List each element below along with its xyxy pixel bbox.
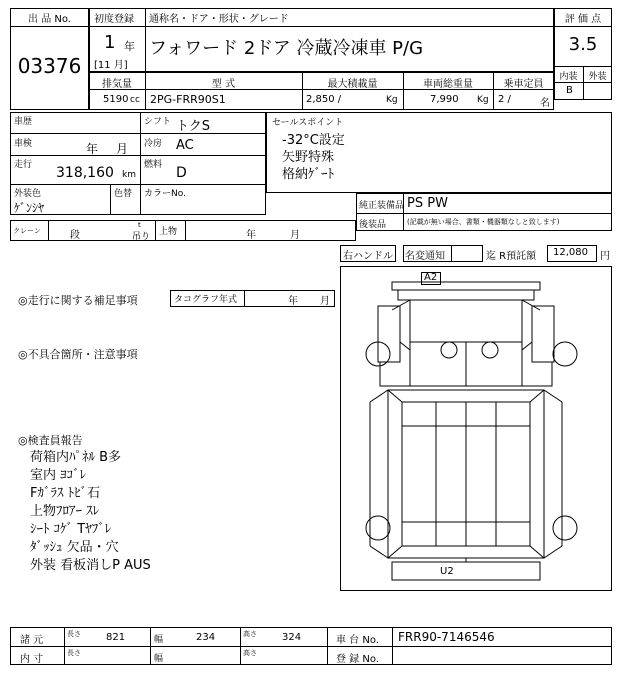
ac-value: AC xyxy=(176,138,194,153)
history-label: 車歴 xyxy=(14,117,33,127)
truck-diagram xyxy=(340,266,612,591)
height-value: 324 xyxy=(282,632,302,643)
driving-notes-label: ◎走行に関する補足事項 xyxy=(18,294,138,307)
width-value: 234 xyxy=(196,632,216,643)
front-grille-outline xyxy=(398,290,534,300)
damage-mark-a2-label: A2 xyxy=(424,272,438,283)
fuel-label: 燃料 xyxy=(144,160,163,170)
crane-ton: t xyxy=(138,221,141,229)
vehicle-title: フォワード 2ドア 冷蔵冷凍車 P/G xyxy=(149,38,424,59)
crane-row xyxy=(10,220,356,241)
inspection-month: 月 xyxy=(116,142,129,156)
length-label: 長さ xyxy=(67,630,81,638)
inspection-year: 年 xyxy=(86,142,99,156)
chassis-label: 車 台 No. xyxy=(336,635,379,646)
inner-dims-label: 内 寸 xyxy=(20,654,44,665)
specs-label: 諸 元 xyxy=(20,635,44,646)
height-label: 高さ xyxy=(243,630,257,638)
recycle-deposit-unit: 円 xyxy=(600,251,610,262)
displacement-value: 5190 xyxy=(103,94,129,105)
first-registration-label: 初度登録 xyxy=(94,14,134,25)
fuel-value: D xyxy=(176,165,187,181)
inspector-note: 室内 ﾖｺﾞﾚ xyxy=(30,468,87,483)
gross-weight-value: 7,990 xyxy=(430,94,459,105)
gross-weight-label: 車両総重量 xyxy=(423,79,473,90)
inspector-note: 上物ﾌﾛｱｰ ｽﾚ xyxy=(30,504,100,519)
front-bumper-outline xyxy=(392,282,540,290)
registration-number-label: 登 録 No. xyxy=(336,654,379,665)
recycle-deposit-value: 12,080 xyxy=(553,247,588,258)
registration-year: 1 xyxy=(104,32,116,53)
exterior-color-value: ｹﾞﾝｼﾔ xyxy=(14,201,45,215)
gross-weight-unit: Kg xyxy=(477,95,489,105)
upper-month: 月 xyxy=(290,230,300,241)
tachograph-label: タコグラフ年式 xyxy=(174,295,238,305)
seats-unit: 名 xyxy=(540,98,550,109)
color-number-label: カラーNo. xyxy=(144,189,186,199)
inspector-note: ｼｰﾄ ｺｹﾞ Tﾔﾌﾞﾚ xyxy=(30,522,112,537)
width-label-inner: 幅 xyxy=(154,654,164,664)
model-value: 2PG-FRR90S1 xyxy=(150,93,226,106)
ac-label: 冷房 xyxy=(144,139,163,149)
capacity-unit: Kg xyxy=(386,95,398,105)
details-left-block xyxy=(10,112,266,215)
right-handle-label: 右ハンドル xyxy=(343,251,393,262)
shift-label: シフト xyxy=(144,117,172,127)
registration-year-unit: 年 xyxy=(124,40,135,53)
crane-label: クレーン xyxy=(13,227,41,235)
interior-label: 内装 xyxy=(559,72,578,82)
crane-lift: 吊り xyxy=(132,232,151,242)
upper-year: 年 xyxy=(246,230,256,241)
equipment-value: PS PW xyxy=(407,196,448,211)
color-change-label: 色替 xyxy=(114,189,133,199)
score-label: 評 価 点 xyxy=(564,14,602,25)
sales-point-item: -32°C設定 xyxy=(282,133,345,148)
displacement-unit: cc xyxy=(130,95,140,105)
equipment-label: 純正装備品 xyxy=(359,201,405,211)
exterior-color-label: 外装色 xyxy=(14,189,42,199)
recycle-deposit-label: 迄 R預託額 xyxy=(486,251,537,262)
rear-right-wheel xyxy=(553,516,577,540)
defects-label: ◎不具合箇所・注意事項 xyxy=(18,348,138,361)
inspector-note: 荷箱内ﾊﾟﾈﾙ B多 xyxy=(30,450,122,465)
inspector-note: 外装 看板消しP AUS xyxy=(30,558,151,573)
interior-grade: B xyxy=(566,85,573,96)
registration-month: [11 月] xyxy=(94,60,128,71)
spec-label: 通称名・ドア・形状・グレード xyxy=(149,14,289,25)
inspector-note: Fｶﾞﾗｽ ﾄﾋﾞ石 xyxy=(30,486,101,501)
retrofit-label: 後装品 xyxy=(359,220,387,230)
model-label: 型 式 xyxy=(211,79,236,90)
front-right-wheel xyxy=(553,342,577,366)
retrofit-note: (記載が無い場合、書類・機器類なしと致します) xyxy=(407,218,560,226)
capacity-label: 最大積載量 xyxy=(327,79,378,90)
inspection-label: 車検 xyxy=(14,139,33,149)
score-value: 3.5 xyxy=(568,34,598,55)
height-label-inner: 高さ xyxy=(243,649,257,657)
inspector-note: ﾀﾞｯｼｭ 欠品・穴 xyxy=(30,540,119,555)
inspector-report-label: ◎検査員報告 xyxy=(18,434,83,447)
damage-mark-u2-label: U2 xyxy=(440,566,454,577)
mileage-value: 318,160 xyxy=(56,165,114,181)
rear-bumper-outline xyxy=(392,562,540,580)
seats-label: 乗車定員 xyxy=(503,79,544,90)
mileage-unit: km xyxy=(122,170,136,180)
windshield-outline xyxy=(410,300,522,342)
lot-number: 03376 xyxy=(17,54,82,78)
sales-points-label: セールスポイント xyxy=(272,118,344,128)
name-change-label: 名変通知 xyxy=(405,251,445,262)
tachograph-month: 月 xyxy=(320,296,330,307)
width-label: 幅 xyxy=(154,635,164,645)
seats-value: 2 / xyxy=(498,94,511,105)
chassis-value: FRR90-7146546 xyxy=(398,630,495,644)
shift-value: トクS xyxy=(176,119,210,134)
length-value: 821 xyxy=(106,632,126,643)
length-label-inner: 長さ xyxy=(67,649,81,657)
exterior-label: 外装 xyxy=(588,72,607,82)
sales-point-item: 格納ｹﾞｰﾄ xyxy=(282,167,335,182)
displacement-label: 排気量 xyxy=(102,79,132,90)
crane-stage: 段 xyxy=(70,230,80,241)
lot-label: 出 品 No. xyxy=(28,14,71,25)
capacity-value: 2,850 / xyxy=(306,94,342,105)
tachograph-year: 年 xyxy=(288,296,298,307)
upper-label: 上物 xyxy=(159,227,178,237)
mileage-label: 走行 xyxy=(14,160,33,170)
sales-point-item: 矢野特殊 xyxy=(282,150,335,165)
